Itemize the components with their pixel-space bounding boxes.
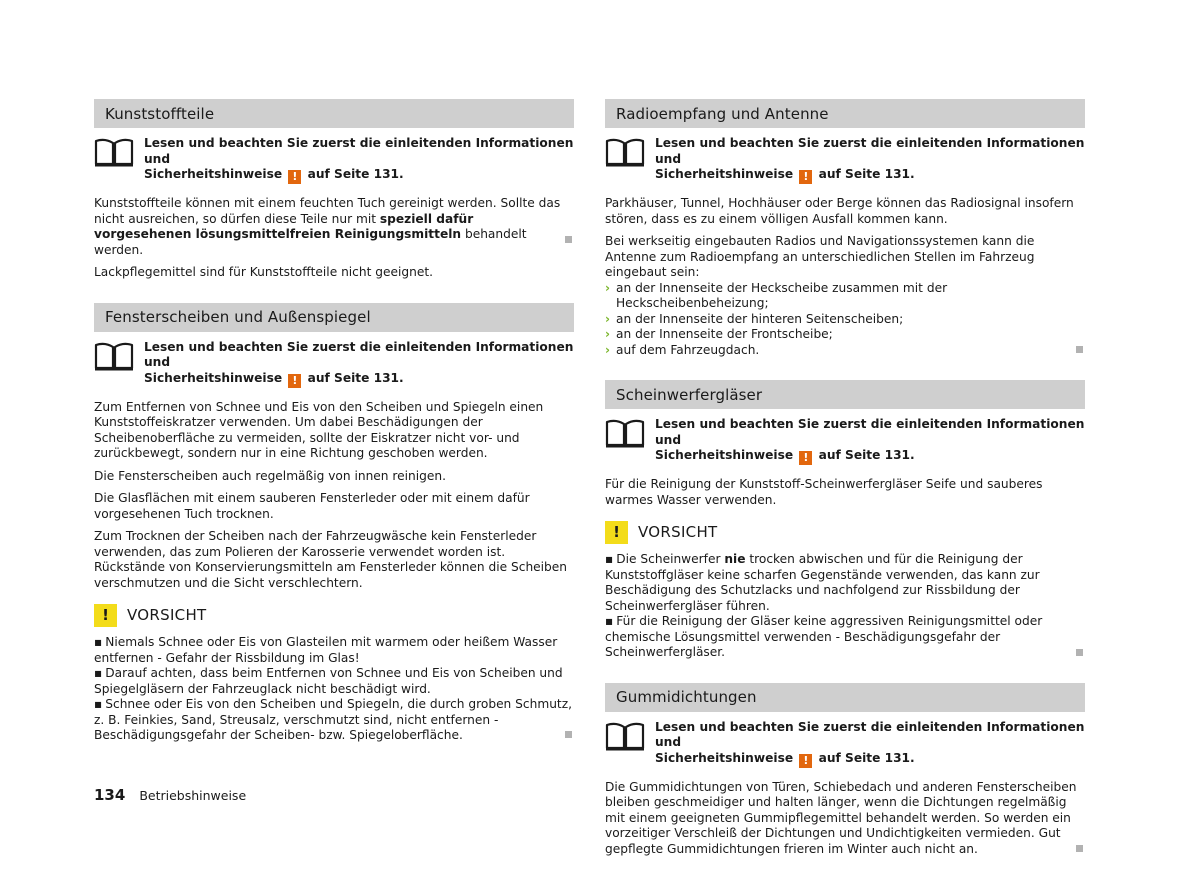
warning-icon: ! — [288, 374, 301, 388]
list-item: › auf dem Fahrzeugdach. — [605, 342, 760, 357]
reference-text: Lesen und beachten Sie zuerst die einleitenden Informationen und Sicherheitshinweise ! auf Seite 131. — [655, 136, 1085, 183]
section-heading: Gummidichtungen — [605, 683, 1085, 712]
bullet-arrow-icon: › — [605, 342, 611, 357]
list-item: › an der Innenseite der Frontscheibe; — [605, 327, 833, 341]
reference-note — [605, 720, 1085, 768]
reference-note — [605, 136, 1085, 184]
open-book-icon — [94, 137, 134, 167]
section-heading: Scheinwerfergläser — [605, 380, 1085, 409]
bullet-arrow-icon: › — [605, 311, 611, 326]
page-footer — [94, 786, 246, 804]
reference-text: Lesen und beachten Sie zuerst die einleitenden Informationen und Sicherheitshinweise ! auf Seite 131. — [655, 719, 1085, 767]
caution-item: ▪ Darauf achten, dass beim Entfernen von Schnee und Eis von Scheiben und Spiegelgläsern der Fahrzeuglack nicht beschädigt wird. — [94, 666, 574, 697]
paragraph: Zum Entfernen von Schnee und Eis von den Scheiben und Spiegeln einen Kunststoffeiskratzer verwenden. Um dabei Beschädigungen der Scheibenoberfläche zu vermeiden, sollte der Eiskratzer nicht vor- und zurückbewegt, sondern nur in eine Richtung geschoben werden. — [94, 399, 544, 460]
section-gummidichtungen — [605, 683, 1085, 858]
section-fensterscheiben — [94, 303, 574, 744]
left-column — [94, 99, 574, 744]
warning-icon: ! — [288, 170, 301, 184]
caution-body — [605, 552, 1085, 661]
paragraph: Parkhäuser, Tunnel, Hochhäuser oder Berge können das Radiosignal insofern stören, dass es zu einem völligen Ausfall kommen kann. — [605, 196, 1074, 226]
list-item: › an der Innenseite der hinteren Seitenscheiben; — [605, 311, 904, 326]
paragraph: Bei werkseitig eingebauten Radios und Navigationssystemen kann die Antenne zum Radioempfang an unterschiedlichen Stellen im Fahrzeug eingebaut sein: — [605, 234, 1035, 279]
paragraph: Die Gummidichtungen von Türen, Schiebedach und anderen Fensterscheiben bleiben geschmeidiger und halten länger, wenn die Dichtungen regelmäßig mit einem geeigneten Gummipflegemittel behandelt werden. So werden ein vorzeitiger Verschleiß der Dichtungen und Undichtigkeiten vermieden. Gut gepflegte Gummidichtungen frieren im Winter auch nicht an. — [605, 779, 1077, 856]
page-number: 134 — [94, 786, 126, 804]
paragraph: Für die Reinigung der Kunststoff-Scheinwerfergläser Seife und sauberes warmes Wasser verwenden. — [605, 477, 1043, 507]
reference-text: Lesen und beachten Sie zuerst die einleitenden Informationen und Sicherheitshinweise ! auf Seite 131. — [655, 417, 1085, 464]
end-marker — [1076, 845, 1083, 852]
section-kunststoffteile — [94, 99, 574, 281]
caution-header — [94, 603, 574, 627]
end-marker — [565, 731, 572, 738]
reference-text: Lesen und beachten Sie zuerst die einleitenden Informationen und Sicherheitshinweise ! auf Seite 131. — [144, 339, 574, 387]
warning-icon: ! — [799, 754, 812, 768]
page-reference-link[interactable]: auf Seite 131. — [818, 448, 915, 462]
antenna-location-list — [605, 281, 1085, 359]
reference-note — [94, 136, 574, 184]
open-book-icon — [94, 341, 134, 371]
caution-header — [605, 520, 1085, 544]
caution-title: VORSICHT — [127, 606, 207, 624]
bullet-arrow-icon: › — [605, 327, 611, 341]
reference-text: Lesen und beachten Sie zuerst die einleitenden Informationen und Sicherheitshinweise ! auf Seite 131. — [144, 136, 574, 183]
end-marker — [1076, 649, 1083, 656]
caution-item: ▪ Niemals Schnee oder Eis von Glasteilen mit warmem oder heißem Wasser entfernen - Gefahr der Rissbildung im Glas! — [94, 635, 574, 666]
paragraph: Zum Trocknen der Scheiben nach der Fahrzeugwäsche kein Fensterleder verwenden, das zum Polieren der Karosserie verwendet worden ist. Rückstände von Konservierungsmitteln am Fensterleder können die Scheiben verschmutzen und die Sicht verschlechtern. — [94, 529, 568, 590]
section-scheinwerferglaeser — [605, 380, 1085, 661]
paragraph: Die Glasflächen mit einem sauberen Fensterleder oder mit einem dafür vorgesehenen Tuch trocknen. — [94, 491, 530, 521]
page-reference-link[interactable]: auf Seite 131. — [818, 750, 915, 765]
paragraph: Lackpflegemittel sind für Kunststoffteile nicht geeignet. — [94, 265, 433, 279]
right-column — [605, 99, 1085, 857]
exclamation-icon: ! — [605, 521, 628, 544]
page-reference-link[interactable]: auf Seite 131. — [307, 167, 404, 181]
section-heading: Kunststoffteile — [94, 99, 574, 128]
reference-note — [605, 417, 1085, 465]
chapter-label: Betriebshinweise — [139, 788, 247, 803]
list-item: › an der Innenseite der Heckscheibe zusammen mit der Heckscheibenbeheizung; — [605, 280, 948, 310]
paragraph: Kunststoffteile können mit einem feuchten Tuch gereinigt werden. Sollte das nicht ausreichen, so dürfen diese Teile nur mit speziell dafür vorgesehenen lösungsmittelfreien Reinigungsmitteln behandelt werden. — [94, 196, 561, 257]
paragraph: Die Fensterscheiben auch regelmäßig von innen reinigen. — [94, 468, 446, 483]
caution-item: ▪ Schnee oder Eis von den Scheiben und Spiegeln, die durch groben Schmutz, z. B. Feinkies, Sand, Streusalz, verschmutzt sind, nicht entfernen - Beschädigungsgefahr der Scheiben- bzw. Spiegeloberfläche. — [94, 697, 574, 744]
warning-icon: ! — [799, 451, 812, 465]
reference-note — [94, 340, 574, 388]
section-heading: Fensterscheiben und Außenspiegel — [94, 303, 574, 332]
open-book-icon — [605, 721, 645, 751]
caution-item: ▪ Die Scheinwerfer nie trocken abwischen und für die Reinigung der Kunststoffgläser keine scharfen Gegenstände verwenden, das kann zur Beschädigung des Schutzlacks und nachfolgend zur Rissbildung der Scheinwerfergläser führen. — [605, 552, 1085, 614]
section-radioempfang — [605, 99, 1085, 358]
bullet-arrow-icon: › — [605, 280, 611, 295]
section-heading: Radioempfang und Antenne — [605, 99, 1085, 128]
caution-body — [94, 635, 574, 744]
open-book-icon — [605, 137, 645, 167]
warning-icon: ! — [799, 170, 812, 184]
page-reference-link[interactable]: auf Seite 131. — [307, 370, 404, 385]
end-marker — [565, 236, 572, 243]
open-book-icon — [605, 418, 645, 448]
caution-item: ▪ Für die Reinigung der Gläser keine aggressiven Reinigungsmittel oder chemische Lösungsmittel verwenden - Beschädigungsgefahr der Scheinwerfergläser. — [605, 614, 1085, 661]
end-marker — [1076, 346, 1083, 353]
exclamation-icon: ! — [94, 604, 117, 627]
caution-title: VORSICHT — [638, 523, 718, 541]
page-reference-link[interactable]: auf Seite 131. — [818, 167, 915, 181]
